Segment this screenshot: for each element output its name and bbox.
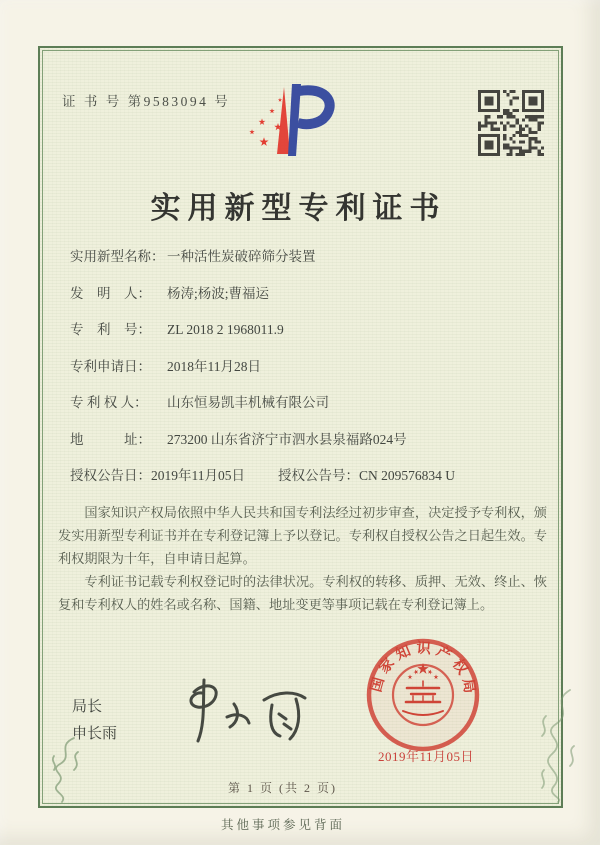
field-row-patentee: [70, 396, 540, 410]
corner-ornament-icon: [44, 734, 90, 809]
legal-paragraph-2: 专利证书记载专利权登记时的法律状况。专利权的转移、质押、无效、终止、恢复和专利权人的姓名或名称、国籍、地址变更等事项记载在专利登记簿上。: [58, 574, 547, 612]
certificate-number-suffix: 号: [214, 94, 231, 109]
field-label: 实用新型名称：: [70, 249, 165, 264]
certificate-number-label: 证 书 号 第: [62, 94, 144, 109]
certificate-number-line: [62, 90, 230, 110]
seal-text: 国家知识产权局: [368, 640, 478, 699]
field-value: ZL 2018 2 1968011.9: [167, 322, 284, 337]
field-row-patent-number: [70, 323, 540, 337]
field-rows: [70, 250, 540, 506]
field-value: 273200 山东省济宁市泗水县泉福路024号: [167, 431, 407, 447]
grant-number-label: 授权公告号：: [278, 468, 359, 483]
field-label: 专 利 号：: [70, 322, 151, 337]
edge-ornament-icon: [530, 686, 584, 809]
back-side-note: 其他事项参见背面: [220, 818, 345, 832]
field-row-address: [70, 433, 540, 447]
grant-row: [70, 469, 540, 483]
certificate-number: 9583094: [143, 94, 209, 109]
field-label: 地 址：: [70, 431, 151, 447]
certificate-title: 实用新型专利证书: [150, 192, 447, 225]
field-label: 发 明 人：: [70, 285, 151, 301]
field-value: 杨涛;杨波;曹福运: [167, 285, 270, 301]
director-name: 申长雨: [72, 726, 118, 742]
field-row-name: [70, 250, 540, 264]
qr-code-icon: [478, 90, 544, 161]
director-title: 局长: [72, 699, 103, 715]
legal-text: [58, 501, 547, 616]
seal-date: 2019年11月05日: [377, 749, 475, 764]
field-row-filing-date: [70, 360, 540, 374]
field-value: 2018年11月28日: [167, 358, 261, 374]
legal-paragraph-1: 国家知识产权局依照中华人民共和国专利法经过初步审查，决定授予专利权，颁发实用新型专利证书并在专利登记簿上予以登记。专利权自授权公告之日起生效。专利权期限为十年，自申请日起算。: [58, 505, 547, 566]
field-value: 山东恒易凯丰机械有限公司: [167, 395, 329, 410]
field-label: 专利申请日：: [70, 358, 151, 374]
handwritten-signature-icon: [168, 676, 318, 751]
field-row-inventors: [70, 287, 540, 301]
grant-date-label: 授权公告日：: [70, 468, 151, 483]
cnipa-logo-icon: [234, 82, 352, 167]
grant-date: 2019年11月05日: [151, 468, 245, 483]
field-label: 专 利 权 人：: [70, 395, 148, 410]
field-value: 一种活性炭破碎筛分装置: [167, 249, 316, 264]
grant-number: CN 209576834 U: [359, 468, 456, 483]
page-number: 第 1 页 (共 2 页): [228, 781, 337, 795]
